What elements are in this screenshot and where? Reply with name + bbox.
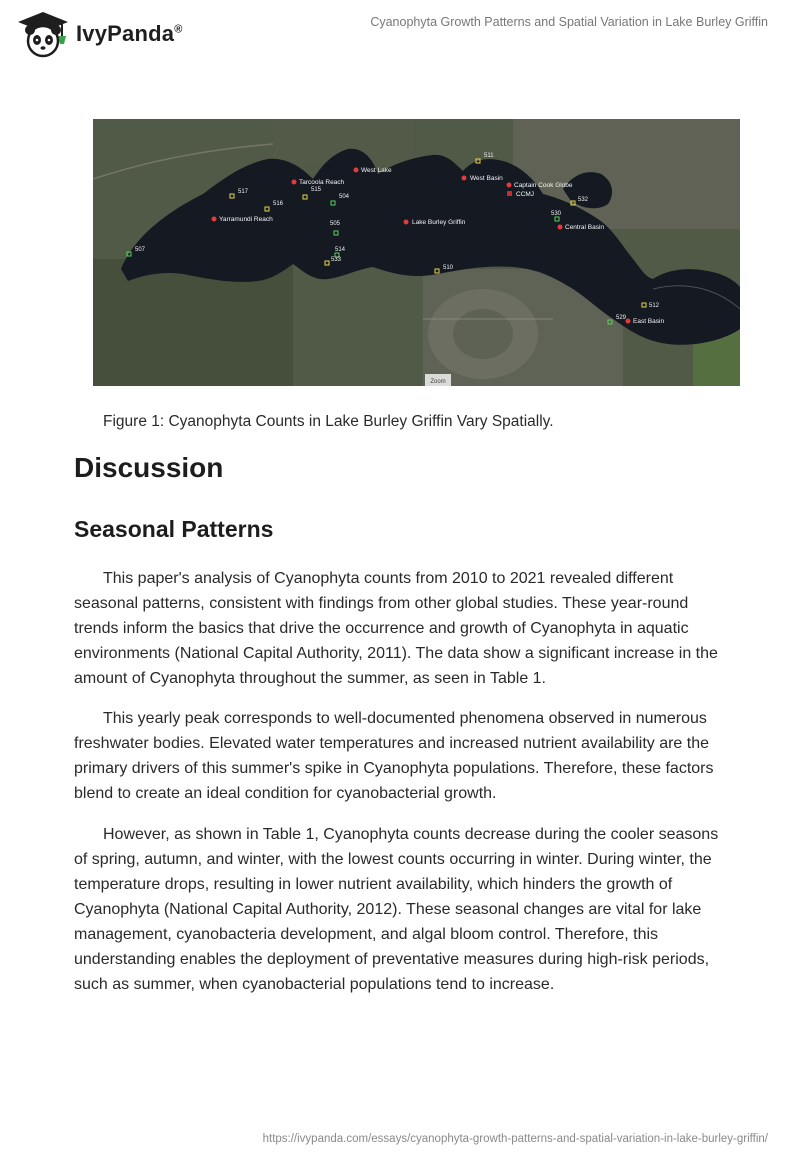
- document-title: Cyanophyta Growth Patterns and Spatial Variation in Lake Burley Griffin: [370, 15, 768, 29]
- page-header: [0, 0, 800, 70]
- svg-text:Captain Cook Globe: Captain Cook Globe: [514, 182, 573, 189]
- svg-text:512: 512: [649, 303, 660, 309]
- svg-text:East Basin: East Basin: [633, 318, 665, 325]
- svg-text:CCMJ: CCMJ: [516, 191, 535, 198]
- svg-text:507: 507: [135, 247, 146, 253]
- source-url[interactable]: https://ivypanda.com/essays/cyanophyta-growth-patterns-and-spatial-variation-in-lake-burley-griffin/: [262, 1133, 768, 1145]
- paragraph-2: This yearly peak corresponds to well-documented phenomena observed in numerous freshwater bodies. Elevated water temperatures and increased nutrient availability are the primary drivers of this summer's spike in Cyanophyta populations. Therefore, these factors blend to create an ideal condition for cyanobacterial growth.: [74, 710, 714, 802]
- svg-text:504: 504: [339, 194, 350, 200]
- svg-text:529: 529: [616, 315, 627, 321]
- subsection-heading: Seasonal Patterns: [74, 516, 274, 542]
- paragraph-1: This paper's analysis of Cyanophyta counts from 2010 to 2021 revealed different seasonal patterns, consistent with findings from other global studies. These year-round trends inform the basics that drive the occurrence and growth of Cyanophyta in aquatic environments (National Capital Authority, 2011). The data show a significant increase in the amount of Cyanophyta throughout the summer, as seen in Table 1.: [74, 570, 718, 687]
- svg-text:Central Basin: Central Basin: [565, 224, 605, 231]
- svg-text:533: 533: [331, 257, 342, 263]
- svg-text:510: 510: [443, 265, 454, 271]
- section-heading: Discussion: [74, 452, 224, 483]
- map-pin-captain-cook[interactable]: [507, 182, 573, 189]
- figure-caption: Figure 1: Cyanophyta Counts in Lake Burley Griffin Vary Spatially.: [103, 413, 554, 430]
- ivypanda-logo[interactable]: [14, 8, 183, 60]
- svg-text:Tarcoola Reach: Tarcoola Reach: [299, 179, 345, 186]
- map-pin-tarcoola[interactable]: [292, 179, 345, 186]
- lake-map-figure: [93, 119, 740, 386]
- svg-text:516: 516: [273, 201, 284, 207]
- map-pin-central-basin[interactable]: [558, 224, 605, 231]
- svg-text:517: 517: [238, 189, 249, 195]
- svg-text:532: 532: [578, 197, 589, 203]
- paragraph-3: However, as shown in Table 1, Cyanophyta counts decrease during the cooler seasons of spring, autumn, and winter, with the lowest counts occurring in winter. During winter, the temperature drops, resulting in lower nutrient availability, which hinders the growth of Cyanophyta (National Capital Authority, 2012). These seasonal changes are vital for lake management, cyanobacteria development, and algal bloom control. Therefore, this understanding enables the deployment of preventative measures during high-risk periods, such as summer, when cyanobacterial populations tend to increase.: [74, 826, 719, 993]
- svg-text:530: 530: [551, 211, 562, 217]
- svg-text:Yarramundi Reach: Yarramundi Reach: [219, 216, 273, 223]
- svg-text:515: 515: [311, 187, 322, 193]
- svg-text:West Lake: West Lake: [361, 167, 392, 174]
- svg-text:505: 505: [330, 221, 341, 227]
- map-pin-lake-burley[interactable]: [404, 219, 466, 226]
- svg-text:Zoom: Zoom: [430, 379, 446, 385]
- svg-text:West Basin: West Basin: [470, 175, 503, 182]
- svg-text:514: 514: [335, 247, 346, 253]
- satellite-map: [93, 119, 740, 386]
- brand-name: IvyPanda®: [76, 21, 183, 46]
- panda-graduate-icon: [14, 8, 72, 60]
- svg-text:511: 511: [484, 153, 494, 159]
- svg-text:Lake Burley Griffin: Lake Burley Griffin: [412, 219, 466, 226]
- zoom-button[interactable]: [425, 374, 451, 386]
- map-pin-yarramundi[interactable]: [212, 216, 274, 223]
